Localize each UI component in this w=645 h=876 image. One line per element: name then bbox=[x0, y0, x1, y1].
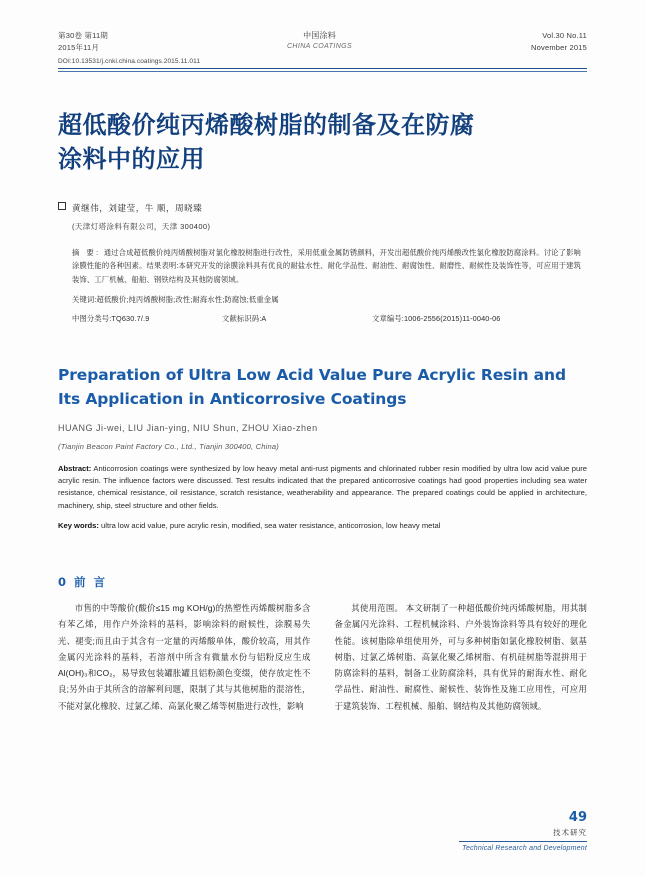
header-rule bbox=[58, 68, 587, 69]
page-title-en bbox=[58, 364, 587, 411]
issue-date-en: November 2015 bbox=[531, 42, 587, 52]
journal-title bbox=[287, 30, 352, 53]
keywords-en-text: ultra low acid value, pure acrylic resin, modified, sea water resistance, anticorrosion, low heavy metal bbox=[98, 521, 441, 531]
affiliation-en: (Tianjin Beacon Paint Factory Co., Ltd., Tianjin 300400, China) bbox=[58, 441, 279, 451]
volume-issue: 第30卷 第11期 bbox=[58, 31, 109, 40]
volume-issue-en: Vol.30 No.11 bbox=[542, 31, 587, 40]
abstract-cn-text: 通过合成超低酸价纯丙烯酸树脂对氯化橡胶树脂进行改性，采用低重金属防锈颜料，开发出超低酸价纯丙烯酸改性氯化橡胶防腐涂料。讨论了影响涂膜性能的各种因素。结果表明:本研究开发的涂膜涂料具有优良的耐盐水性、耐化学品性、耐油性、耐腐蚀性、耐磨性、耐候性及装饰性等，可应用于建筑装饰、工厂机械、船舶、钢铁结构及其他防腐领域。 bbox=[72, 247, 581, 284]
page-title-en-line2: Its Application in Anticorrosive Coatings bbox=[58, 389, 407, 408]
square-bullet-icon bbox=[58, 202, 66, 210]
footer-section-cn: 技术研究 bbox=[553, 828, 587, 837]
page-title-cn-line2: 涂料中的应用 bbox=[58, 144, 205, 173]
issue-date-cn: 2015年11月 bbox=[58, 42, 100, 52]
body-column-right bbox=[335, 600, 588, 714]
affiliation-cn: (天津灯塔涂料有限公司，天津 300400) bbox=[72, 221, 211, 231]
section-heading-introduction: 0 前 言 bbox=[58, 575, 108, 590]
article-id: 文章编号:1006-2556(2015)11-0040-06 bbox=[372, 314, 501, 324]
body-column-left bbox=[58, 600, 311, 714]
keywords-en bbox=[58, 520, 587, 532]
document-code: 文献标识码:A bbox=[222, 314, 267, 324]
journal-title-cn: 中国涂料 bbox=[303, 31, 336, 40]
clc-number: 中图分类号:TQ630.7/.9 bbox=[72, 314, 150, 324]
journal-title-en: CHINA COATINGS bbox=[286, 43, 353, 51]
abstract-cn bbox=[72, 246, 581, 286]
authors-cn bbox=[58, 202, 587, 214]
page-footer bbox=[459, 811, 587, 852]
page-title-en-line1: Preparation of Ultra Low Acid Value Pure Acrylic Resin and bbox=[58, 366, 566, 385]
journal-volume-info bbox=[58, 30, 108, 53]
authors-cn-text: 黄继伟，刘建莹，牛 顺，周晓臻 bbox=[72, 202, 203, 213]
page-title-cn-line1: 超低酸价纯丙烯酸树脂的制备及在防腐 bbox=[58, 110, 475, 139]
keywords-cn: 关键词:超低酸价;纯丙烯酸树脂;改性;耐海水性;防腐蚀;低重金属 bbox=[72, 295, 279, 305]
classification-row bbox=[72, 314, 587, 324]
page-header bbox=[58, 30, 587, 53]
footer-rule bbox=[459, 841, 587, 842]
keywords-en-label: Key words: bbox=[58, 521, 99, 531]
abstract-en bbox=[58, 463, 587, 512]
body-paragraph-left: 市售的中等酸价(酸价≤15 mg KOH/g)的热塑性丙烯酸树脂多含有苯乙烯，用作户外涂料的基料，影响涂料的耐候性，涂膜易失光、褪变;而且由于其含有一定量的丙烯酸单体，酸价较高，用其作金属闪光涂料的基料，若溶剂中所含有微量水份与铝粉反应生成Al(OH)₃和CO₂，易导致包装罐胀罐且铝粉颜色变缀，使存放定性不良;另外由于其所含的溶解利问题，限制了其与其他树脂的混溶性，不能对氯化橡胶、过氯乙烯、高氯化聚乙烯等树脂进行改性，影响 bbox=[58, 603, 311, 711]
header-rule-secondary bbox=[58, 71, 587, 72]
footer-section-en: Technical Research and Development bbox=[462, 845, 587, 852]
page-title-cn bbox=[58, 108, 587, 176]
journal-volume-info-en bbox=[531, 30, 587, 53]
authors-en: HUANG Ji-wei, LIU Jian-ying, NIU Shun, ZHOU Xiao-zhen bbox=[58, 422, 318, 433]
page-number: 49 bbox=[568, 809, 587, 825]
abstract-cn-label: 摘 要: bbox=[72, 247, 101, 257]
body-columns bbox=[58, 600, 587, 714]
doi-line: DOI:10.13531/j.cnki.china.coatings.2015.11.011 bbox=[58, 58, 201, 66]
abstract-en-text: Anticorrosion coatings were synthesized by low heavy metal anti-rust pigments and chlorinated rubber resin modified by ultra low acid value pure acrylic resin. The influence factors were discussed. Test results indicated that the prepared anticorrosive coatings had good properties including sea water resistance, chemical resistance, oil resistance, scratch resistance, weatherability and appearance. The prepared coatings could be applied in architecture, machinery, ship, steel structure and other fields. bbox=[58, 463, 587, 510]
body-paragraph-right: 其使用范围。 本文研制了一种超低酸价纯丙烯酸树脂，用其制备金属闪光涂料、工程机械涂料、户外装饰涂料等具有较好的理化性能。该树脂除单组使用外，可与多种树脂如氯化橡胶树脂、氨基树脂、过氯乙烯树脂、高氯化聚乙烯树脂、有机硅树脂等混拼用于防腐涂料的基料，制备工业防腐涂料，具有优异的耐海水性、耐化学品性、耐油性、耐腐性、耐候性、装饰性及施工应用性，可应用于建筑装饰、工程机械、船舶、钢结构及其他防腐领域。 bbox=[334, 603, 587, 711]
abstract-en-label: Abstract: bbox=[58, 463, 92, 473]
